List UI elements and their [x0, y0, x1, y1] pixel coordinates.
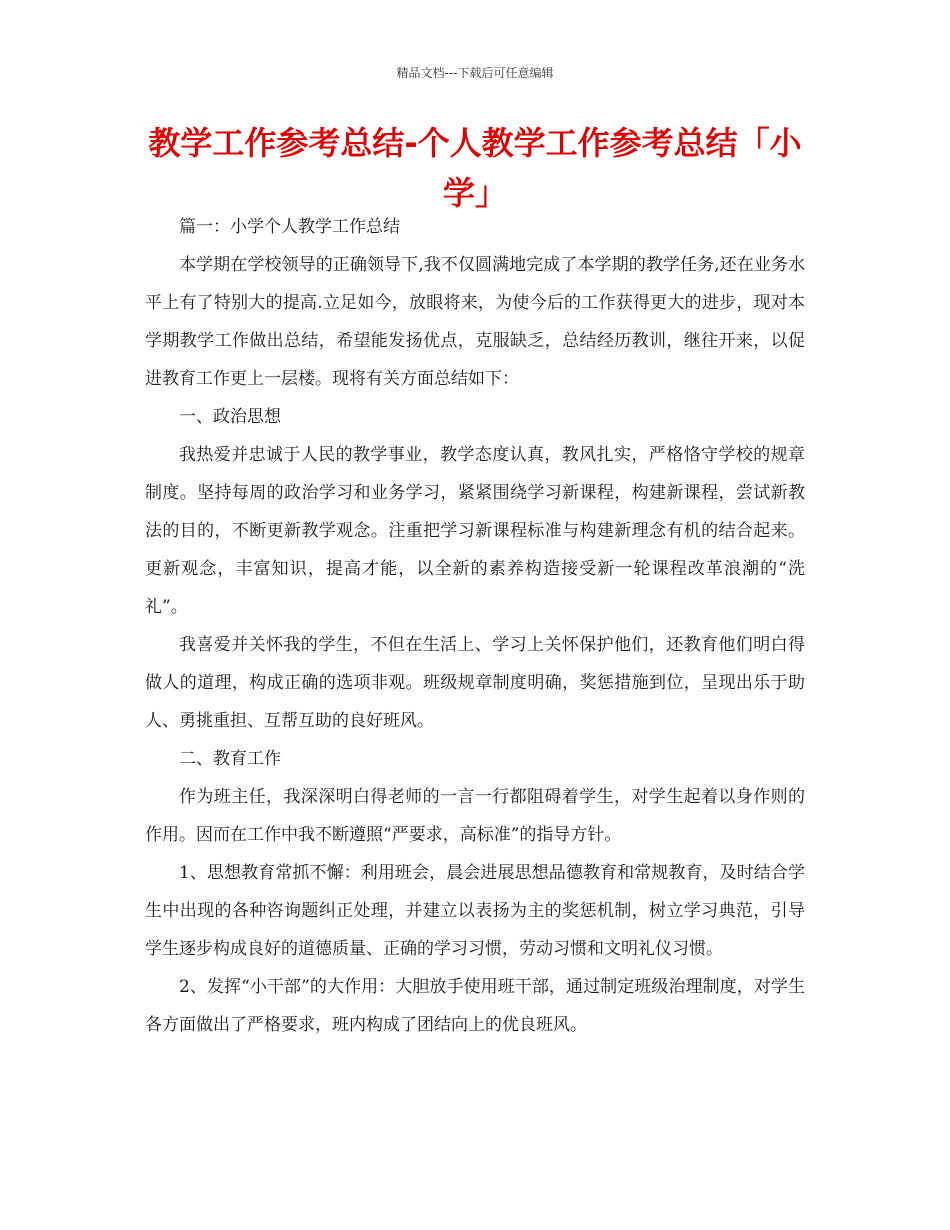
- paragraph: 本学期在学校领导的正确领导下,我不仅圆满地完成了本学期的教学任务,还在业务水平上有了特别大的提高.立足如今，放眼将来，为使今后的工作获得更大的进步，现对本学期教学工作做出总结，希望能发扬优点，克服缺乏，总结经历教训，继往开来，以促进教育工作更上一层楼。现将有关方面总结如下：: [145, 255, 805, 389]
- paragraph: 作为班主任，我深深明白得老师的一言一行都阻碍着学生，对学生起着以身作则的作用。因而在工作中我不断遵照“严要求，高标准”的指导方针。: [145, 787, 805, 845]
- paragraph: 我热爱并忠诚于人民的教学事业，教学态度认真，教风扎实，严格恪守学校的规章制度。坚持每周的政治学习和业务学习，紧紧围绕学习新课程，构建新课程，尝试新教法的目的，不断更新教学观念。注重把学习新课程标准与构建新理念有机的结合起来。更新观念，丰富知识，提高才能，以全新的素养构造接受新一轮课程改革浪潮的“洗礼”。: [145, 445, 805, 617]
- paragraph: 2、发挥“小干部”的大作用：大胆放手使用班干部，通过制定班级治理制度，对学生各方面做出了严格要求，班内构成了团结向上的优良班风。: [145, 977, 805, 1035]
- section-heading: 二、教育工作: [179, 749, 281, 769]
- paragraph: 我喜爱并关怀我的学生，不但在生活上、学习上关怀保护他们，还教育他们明白得做人的道理，构成正确的选项非观。班级规章制度明确，奖惩措施到位，呈现出乐于助人、勇挑重担、互帮互助的良好班风。: [145, 635, 805, 731]
- section-heading: 篇一：小学个人教学工作总结: [179, 217, 400, 237]
- paragraph: 1、思想教育常抓不懈：利用班会，晨会进展思想品德教育和常规教育，及时结合学生中出现的各种咨询题纠正处理，并建立以表扬为主的奖惩机制，树立学习典范，引导学生逐步构成良好的道德质量、正确的学习习惯，劳动习惯和文明礼仪习惯。: [145, 863, 805, 959]
- section-heading: 一、政治思想: [179, 407, 281, 427]
- header-note: 精品文档---下载后可任意编辑: [396, 66, 554, 80]
- document-body: [145, 208, 805, 1044]
- document-title: 教学工作参考总结-个人教学工作参考总结「小学」: [148, 124, 802, 212]
